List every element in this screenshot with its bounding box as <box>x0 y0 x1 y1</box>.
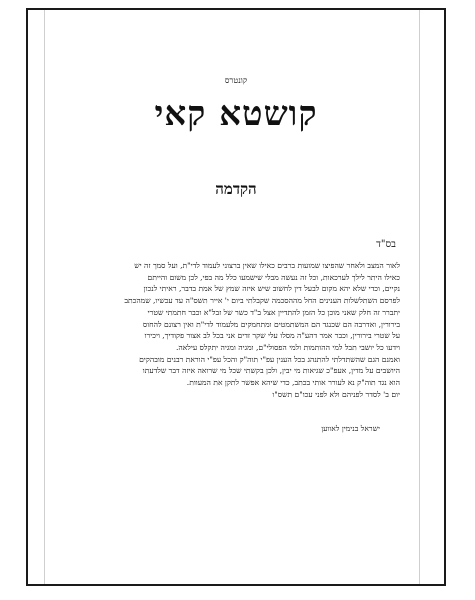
text-line: וידעו כל יושבי תבל למי ההותמות ולמי הפסולי"ם, ומגיה ומגיה יתקלס עילאה. <box>175 342 400 352</box>
text-line: לפרסם השתלשלות הענינים החל מההסכמה שקבלתי ביום י' אייר תשס"ה עד עכשיו, שמהכתב <box>124 296 400 306</box>
text-line: כאילו היתר לילך לערכאות, וכל זה נעשה מבלי שישמעו כלל מה בפי, לכן משום והייתם <box>147 272 400 282</box>
header-abbreviation: בס"ד <box>376 239 396 250</box>
text-line: בירורין, ואדרבה הם שכנגד הם המשתמטים ומתחמקים מלעמוד לדי"ת ואין רצונם להחוס <box>142 319 400 329</box>
page-title: קושטא קאי <box>154 94 318 134</box>
text-line: על שטרי בירורין, וכבר אמר דהע"ה מסלו עלי שקר זדים אני בכל לב אצור פקודיך, ויכירו <box>144 331 400 341</box>
text-line: ואמנם הגם שהשתדלתי להתנהג בכל הענין עפ"י תוה"ק והכל עפ"י הוראת רבנים מובהקים <box>139 354 400 364</box>
text-line: לאור המצב ולאחר שהפיצו שמועות ברבים כאילו שאין ברצוני לעמוד לדי"ת, ועל סמך זה יש <box>134 261 400 270</box>
body-paragraph <box>70 260 400 400</box>
text-line: נקיים, וכדי שלא יהא מקום לבעל דין לחשוב שיש איזה שמץ של אמת בדבר, ראיתי לנכון <box>143 284 400 294</box>
document-page <box>26 8 446 586</box>
text-line: יום ב' לסדר לפניהם ולא לפני עכו"ם תשס"ו <box>272 389 400 399</box>
text-line: יתברר זה חלק שאני מוכן כל הזמן להתדיין אצל ב"ד כשר של זבל"א וכבר חתמתי שטרי <box>147 307 400 317</box>
signature: ישראל בנימין לאווען <box>321 424 380 433</box>
section-heading: הקדמה <box>215 180 257 198</box>
text-line: הוא נגד תוה"ק נא לעורר אותי בכתב, כדי שיהא אפשר לתקן את המעוות. <box>186 378 400 388</box>
booklet-label: קונטרס <box>224 76 248 85</box>
text-line: היושבים על מדין, אעפ"כ שגיאות מי יבין, ולכן בקשתי שכל מי שרואה איזה דבר שלדעתו <box>142 366 400 376</box>
